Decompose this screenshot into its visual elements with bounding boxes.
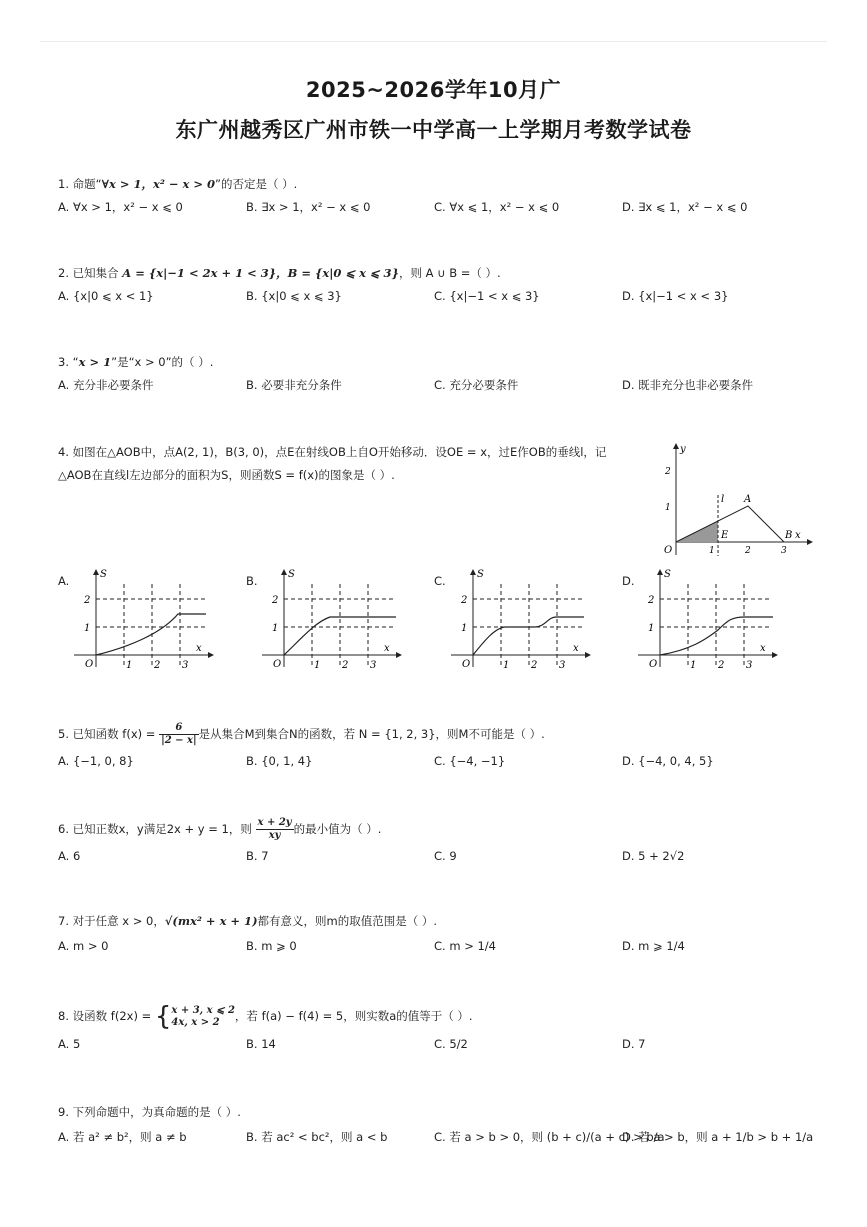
q6-option-a[interactable]: A. 6 [58,849,81,863]
fig-label-y: y [680,444,686,455]
q3-option-c[interactable]: C. 充分必要条件 [434,378,519,392]
q1-option-a[interactable]: A. ∀x > 1，x² − x ⩽ 0 [58,200,183,214]
q6-option-b[interactable]: B. 7 [246,849,269,863]
q2-option-c[interactable]: C. {x|−1 < x ⩽ 3} [434,289,540,303]
y-axis-arrow [657,569,663,575]
y-tick-2: 2 [84,595,91,606]
x-tick-2: 2 [718,660,725,671]
axis-label-s: S [100,569,107,580]
q3-option-d[interactable]: D. 既非充分也非必要条件 [622,378,754,392]
x-axis-arrow [585,652,591,658]
axis-label-x: x [196,643,202,654]
y-tick-1: 1 [272,623,279,634]
q7-option-d[interactable]: D. m ⩾ 1/4 [622,939,685,953]
question-1-stem: 1. 命题“∀x > 1，x² − x > 0”的否定是（ ）. [58,177,298,191]
q9-option-c[interactable]: C. 若 a > b > 0，则 (b + c)/(a + c) > b/a [434,1130,665,1144]
q4-option-b[interactable]: B. [246,574,258,588]
fig-tick-1: 1 [709,546,715,556]
fig-label-e: E [721,530,729,541]
y-axis-arrow [93,569,99,575]
area-curve [473,617,584,655]
x-tick-2: 2 [531,660,538,671]
y-axis-arrow [470,569,476,575]
q5-fraction: $\frac{6}{|2 - x|}$ [161,722,197,746]
origin-label: O [85,659,94,670]
x-axis-arrow [208,652,214,658]
y-tick-1: 1 [84,623,91,634]
fig-label-l: l [721,494,725,505]
q9-option-a[interactable]: A. 若 a² ≠ b²，则 a ≠ b [58,1130,187,1144]
q2-option-d[interactable]: D. {x|−1 < x < 3} [622,289,729,303]
x-tick-3: 3 [746,660,753,671]
q1-option-d[interactable]: D. ∃x ⩽ 1，x² − x ⩽ 0 [622,200,748,214]
q1-option-c[interactable]: C. ∀x ⩽ 1，x² − x ⩽ 0 [434,200,560,214]
header-rule [40,41,827,42]
question-7-stem: 7. 对于任意 x > 0，√(mx² + x + 1)都有意义，则m的取值范围是（ ）. [58,914,438,928]
q6-fraction: $\frac{x + 2y}{xy}$ [257,817,292,841]
axis-label-x: x [384,643,390,654]
axis-label-s: S [664,569,671,580]
axis-label-x: x [573,643,579,654]
exam-title-line1: 2025~2026学年10月广 [305,78,562,102]
y-tick-1: 1 [648,623,655,634]
q4-option-d[interactable]: D. [622,574,635,588]
x-tick-3: 3 [370,660,377,671]
fig-label-a: A [744,494,752,505]
q8-option-d[interactable]: D. 7 [622,1037,646,1051]
y-tick-2: 2 [648,595,655,606]
fig-tick-3: 3 [781,546,787,556]
question-8-stem: 8. 设函数 f(2x) = { x + 3, x ⩽ 2 4x, x > 2 ，若 f(a) − f(4) = 5，则实数a的值等于（ ）. [58,1001,473,1032]
fig-ytick-1: 1 [665,503,671,513]
area-curve [660,617,773,655]
q3-option-a[interactable]: A. 充分非必要条件 [58,378,154,392]
q3-option-b[interactable]: B. 必要非充分条件 [246,378,342,392]
question-9-stem: 9. 下列命题中，为真命题的是（ ）. [58,1105,241,1119]
x-tick-1: 1 [314,660,321,671]
area-curve [96,614,206,655]
q6-option-c[interactable]: C. 9 [434,849,457,863]
x-tick-2: 2 [154,660,161,671]
q8-option-c[interactable]: C. 5/2 [434,1037,468,1051]
q5-option-a[interactable]: A. {−1, 0, 8} [58,754,134,768]
fig-tick-2: 2 [745,546,751,556]
axis-label-s: S [477,569,484,580]
axis-label-s: S [288,569,295,580]
x-tick-1: 1 [690,660,697,671]
q6-option-d[interactable]: D. 5 + 2√2 [622,849,685,863]
question-4-stem-line1: 4. 如图在△AOB中，点A(2, 1)，B(3, 0)，点E在射线OB上自O开始移动．设OE = x，过E作OB的垂线l，记 [58,445,607,459]
x-axis-arrow [772,652,778,658]
question-6-stem: 6. 已知正数x，y满足2x + y = 1，则 $\frac{x + 2y}{xy}$ 的最小值为（ ）. [58,817,382,841]
q8-option-a[interactable]: A. 5 [58,1037,81,1051]
origin-label: O [273,659,282,670]
q8-option-b[interactable]: B. 14 [246,1037,276,1051]
origin-label: O [649,659,658,670]
triangle-aob-figure [652,440,822,560]
x-tick-1: 1 [503,660,510,671]
y-tick-2: 2 [461,595,468,606]
x-tick-3: 3 [182,660,189,671]
axis-label-x: x [760,643,766,654]
q9-option-d[interactable]: D. 若 a > b，则 a + 1/b > b + 1/a [622,1130,814,1144]
fig-label-x: x [795,530,801,541]
x-tick-2: 2 [342,660,349,671]
origin-label: O [462,659,471,670]
y-tick-2: 2 [272,595,279,606]
q8-piecewise: x + 3, x ⩽ 2 4x, x > 2 [171,1004,235,1028]
q9-option-b[interactable]: B. 若 ac² < bc²，则 a < b [246,1130,388,1144]
fig-ytick-2: 2 [665,467,671,477]
x-tick-3: 3 [559,660,566,671]
q7-option-b[interactable]: B. m ⩾ 0 [246,939,297,953]
y-tick-1: 1 [461,623,468,634]
fig-label-b: B [785,530,793,541]
q2-option-b[interactable]: B. {x|0 ⩽ x ⩽ 3} [246,289,342,303]
y-axis-arrow [281,569,287,575]
question-5-stem: 5. 已知函数 f(x) = $\frac{6}{|2 - x|}$ 是从集合M到集合N的函数，若 N = {1, 2, 3}，则M不可能是（ ）. [58,722,545,746]
q5-option-c[interactable]: C. {−4, −1} [434,754,506,768]
q7-option-a[interactable]: A. m > 0 [58,939,109,953]
exam-title-line2: 东广州越秀区广州市铁一中学高一上学期月考数学试卷 [175,118,692,142]
q5-option-b[interactable]: B. {0, 1, 4} [246,754,313,768]
question-4-stem-line2: △AOB在直线l左边部分的面积为S，则函数S = f(x)的图象是（ ）. [58,468,395,482]
x-axis-arrow [396,652,402,658]
fig-label-o: O [664,545,673,556]
q4-option-c[interactable]: C. [434,574,446,588]
question-3-stem: 3. “x > 1”是“x > 0”的（ ）. [58,355,214,369]
q1-option-b[interactable]: B. ∃x > 1，x² − x ⩽ 0 [246,200,371,214]
q4-option-a[interactable]: A. [58,574,70,588]
q2-option-a[interactable]: A. {x|0 ⩽ x < 1} [58,289,154,303]
question-2-stem: 2. 已知集合 A = {x|−1 < 2x + 1 < 3}，B = {x|0 ⩽ x ⩽ 3}，则 A ∪ B =（ ）. [58,266,501,280]
x-tick-1: 1 [126,660,133,671]
area-curve [284,617,396,655]
q5-option-d[interactable]: D. {−4, 0, 4, 5} [622,754,714,768]
q7-option-c[interactable]: C. m > 1/4 [434,939,496,953]
